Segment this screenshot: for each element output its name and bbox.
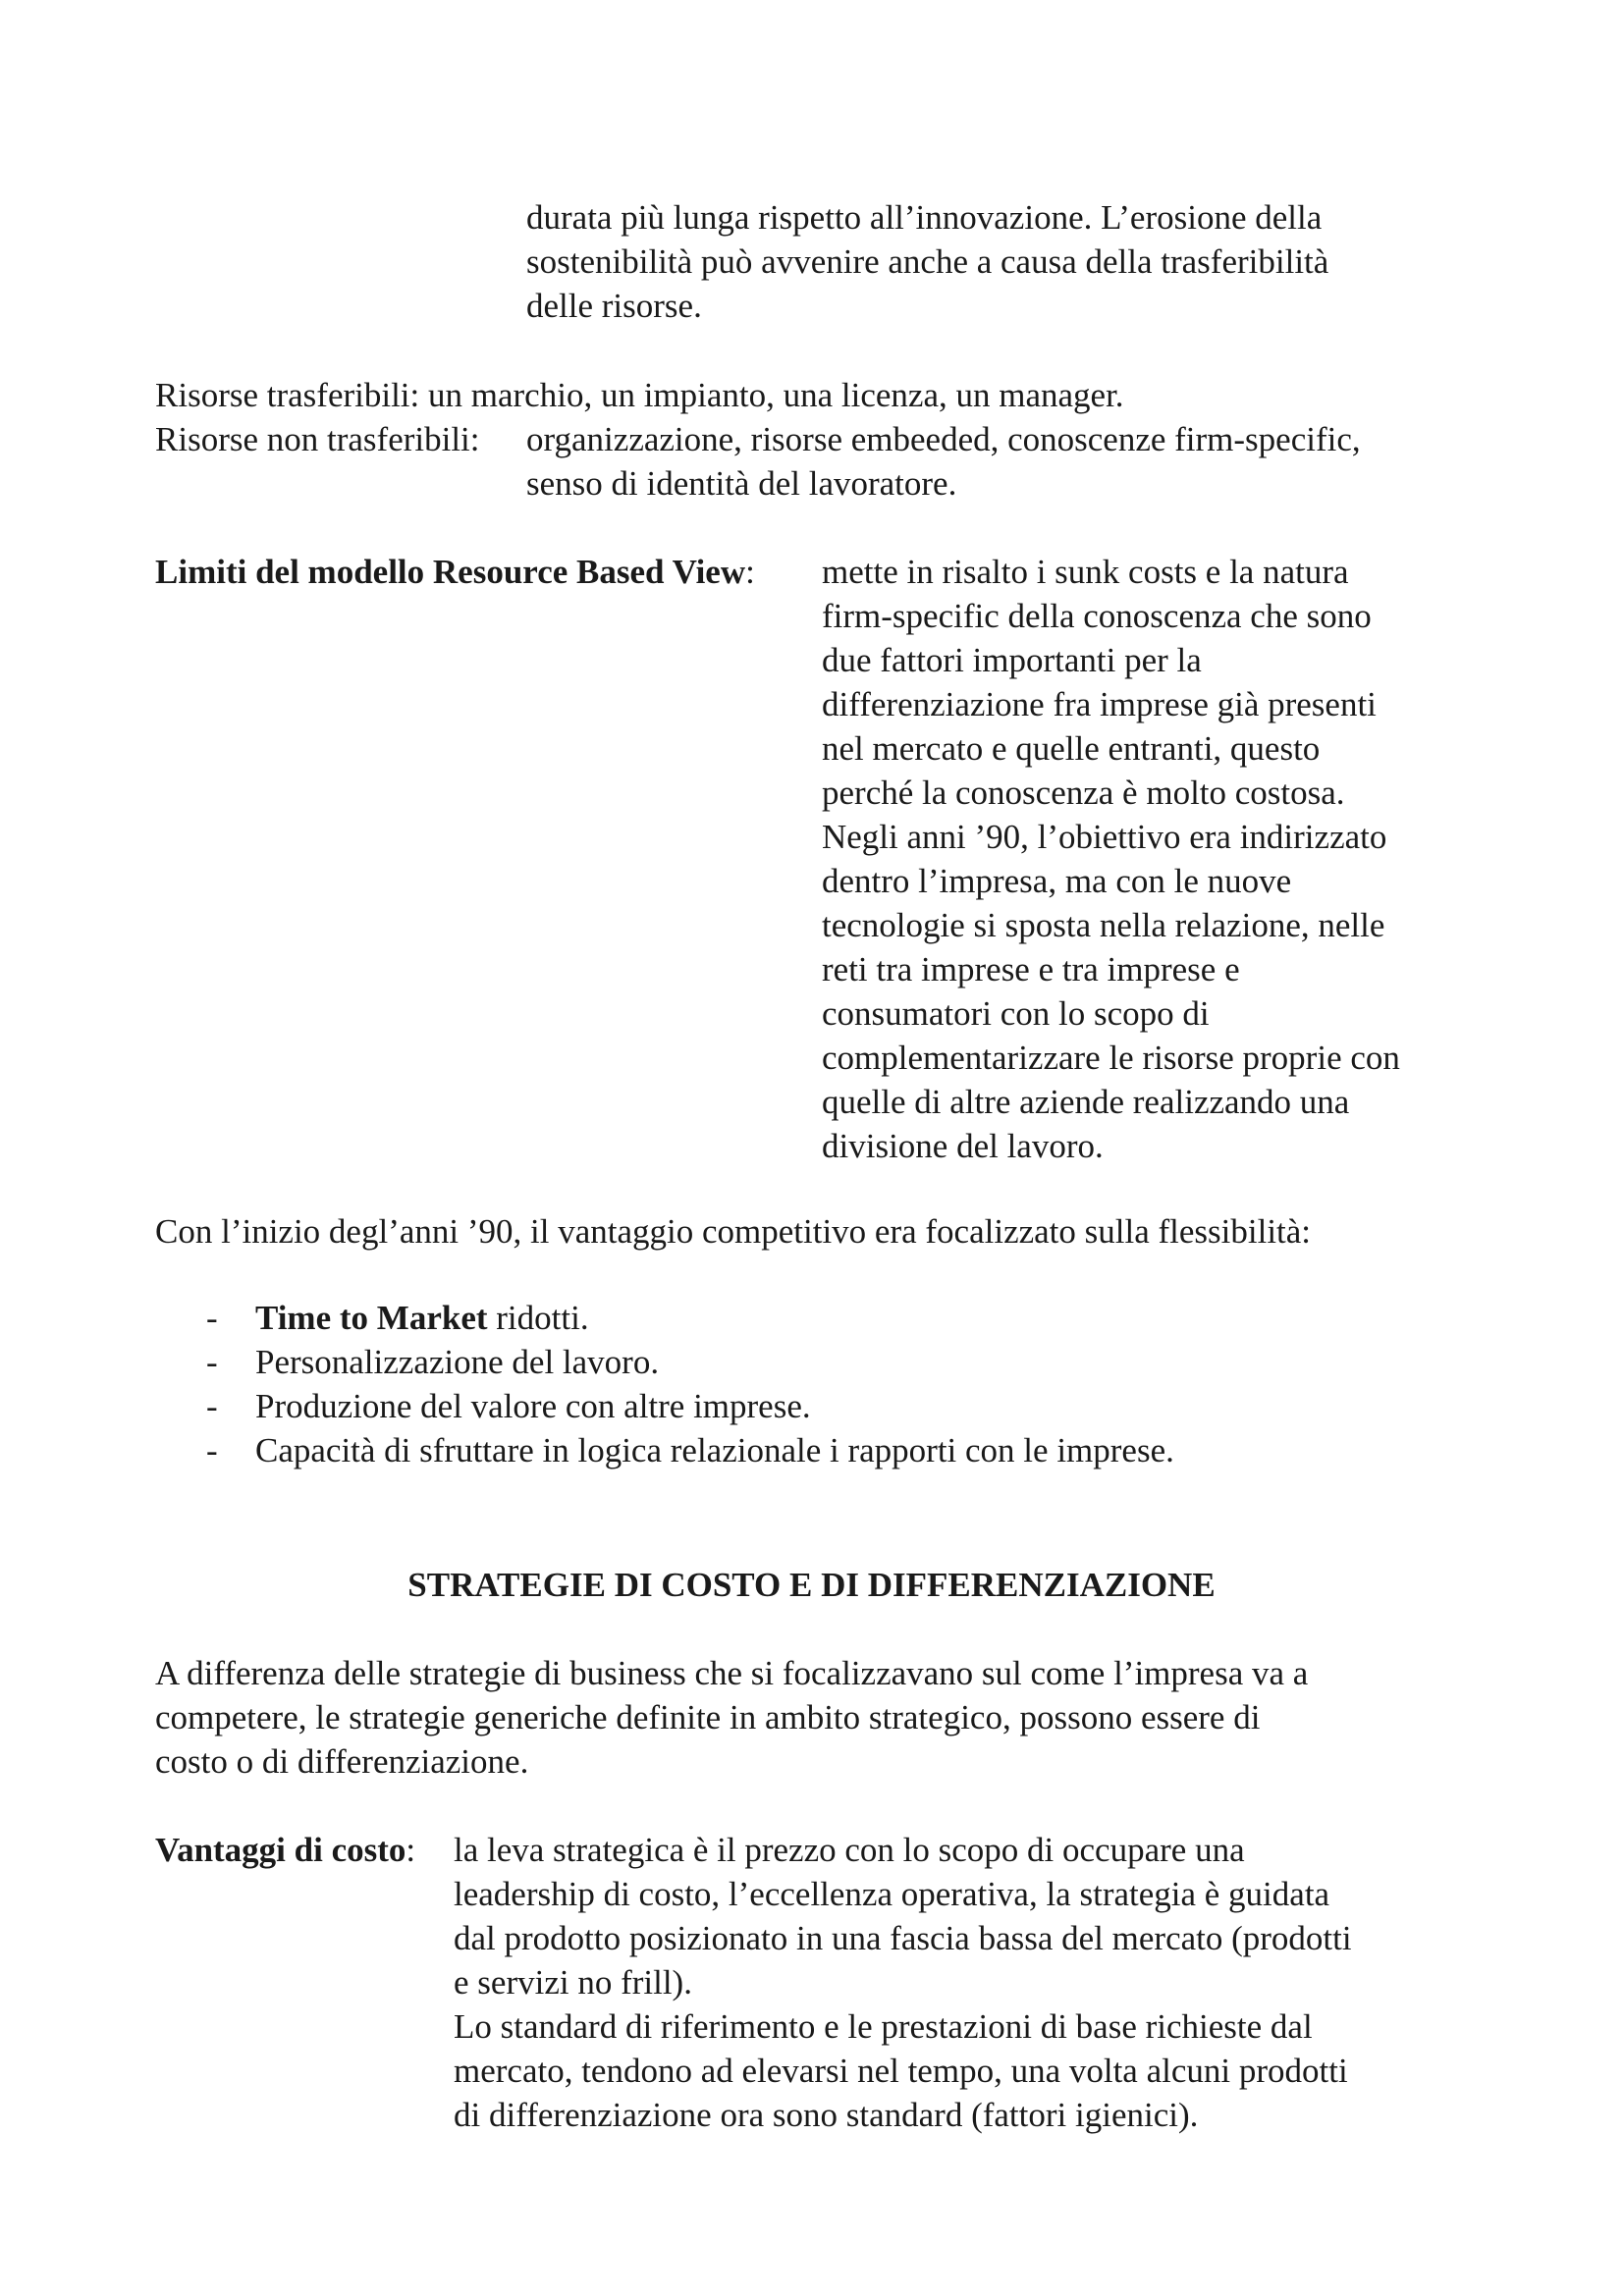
text-line: delle risorse. [526, 287, 702, 325]
list-item-text: Capacità di sfruttare in logica relazionale i rapporti con le imprese. [255, 1431, 1174, 1469]
rbv-limits-label-block [155, 550, 755, 594]
text-line: sostenibilità può avvenire anche a causa della trasferibilità [526, 242, 1329, 281]
text-line: quelle di altre aziende realizzando una [822, 1083, 1350, 1121]
text-line: competere, le strategie generiche definite in ambito strategico, possono essere di [155, 1698, 1261, 1736]
text-line: durata più lunga rispetto all’innovazione. L’erosione della [526, 198, 1323, 237]
text-line: e servizi no frill). [454, 1963, 692, 2002]
text-line: divisione del lavoro. [822, 1127, 1104, 1165]
list-item [206, 1384, 1174, 1428]
rbv-limits-label: Limiti del modello Resource Based View [155, 553, 746, 591]
text-line: tecnologie si sposta nella relazione, nelle [822, 906, 1385, 944]
cost-advantage-colon: : [406, 1831, 416, 1869]
text-line: Negli anni ’90, l’obiettivo era indirizzato [822, 818, 1387, 856]
bullet-dash: - [206, 1431, 218, 1469]
time-to-market-term: Time to Market [255, 1299, 488, 1337]
text-line: mercato, tendono ad elevarsi nel tempo, una volta alcuni prodotti [454, 2052, 1348, 2090]
text-line: costo o di differenziazione. [155, 1742, 529, 1781]
text-line: firm-specific della conoscenza che sono [822, 597, 1372, 635]
section-heading: STRATEGIE DI COSTO E DI DIFFERENZIAZIONE [407, 1566, 1216, 1604]
list-item-text: Produzione del valore con altre imprese. [255, 1387, 811, 1425]
cost-advantage-label-block [155, 1828, 415, 1872]
list-item [206, 1296, 1174, 1340]
rbv-limits-label-line [155, 550, 755, 594]
text-line: di differenziazione ora sono standard (fattori igienici). [454, 2096, 1199, 2134]
text-line: complementarizzare le risorse proprie con [822, 1039, 1400, 1077]
transferable-resources [155, 373, 1124, 417]
bullet-dash: - [206, 1343, 218, 1381]
non-transferable-resources-label: Risorse non trasferibili: [155, 420, 480, 458]
list-item-text: Personalizzazione del lavoro. [255, 1343, 660, 1381]
transferable-resources-line [155, 373, 1124, 417]
rbv-limits-text [822, 550, 1400, 1168]
flexibility-bullet-list [206, 1296, 1174, 1472]
bullet-dash: - [206, 1387, 218, 1425]
flexibility-intro [155, 1209, 1311, 1254]
text-line: organizzazione, risorse embeeded, conoscenze firm-specific, [526, 420, 1361, 458]
rbv-limits-colon: : [745, 553, 755, 591]
list-item [206, 1428, 1174, 1472]
list-item [206, 1340, 1174, 1384]
text-line: dentro l’impresa, ma con le nuove [822, 862, 1292, 900]
text-line: reti tra imprese e tra imprese e [822, 950, 1240, 988]
cost-advantage-label: Vantaggi di costo [155, 1831, 406, 1869]
text-line: nel mercato e quelle entranti, questo [822, 729, 1321, 768]
non-transferable-resources-text [526, 417, 1361, 506]
transferable-resources-text: un marchio, un impianto, una licenza, un manager. [428, 376, 1124, 414]
text-line: mette in risalto i sunk costs e la natura [822, 553, 1349, 591]
generic-strategies-paragraph [155, 1651, 1308, 1784]
text-line: senso di identità del lavoratore. [526, 464, 957, 503]
text-line: dal prodotto posizionato in una fascia bassa del mercato (prodotti [454, 1919, 1352, 1957]
cost-advantage-text [454, 1828, 1352, 2137]
transferable-resources-label: Risorse trasferibili: [155, 376, 420, 414]
bullet-dash: - [206, 1299, 218, 1337]
text-line: A differenza delle strategie di business che si focalizzavano sul come l’impresa va a [155, 1654, 1309, 1692]
text-line: leadership di costo, l’eccellenza operativa, la strategia è guidata [454, 1875, 1330, 1913]
text-line: due fattori importanti per la [822, 641, 1202, 679]
list-item-text: ridotti. [487, 1299, 589, 1337]
text-line: la leva strategica è il prezzo con lo scopo di occupare una [454, 1831, 1245, 1869]
non-transferable-resources-label-block [155, 417, 480, 461]
text-line: differenziazione fra imprese già presenti [822, 685, 1377, 723]
text-line: consumatori con lo scopo di [822, 994, 1210, 1033]
text-line: perché la conoscenza è molto costosa. [822, 774, 1345, 812]
intro-continuation-paragraph [526, 195, 1328, 328]
text-line: Lo standard di riferimento e le prestazioni di base richieste dal [454, 2007, 1313, 2046]
text-line: Con l’inizio degl’anni ’90, il vantaggio competitivo era focalizzato sulla flessibilità: [155, 1212, 1312, 1251]
cost-advantage-label-line [155, 1828, 415, 1872]
